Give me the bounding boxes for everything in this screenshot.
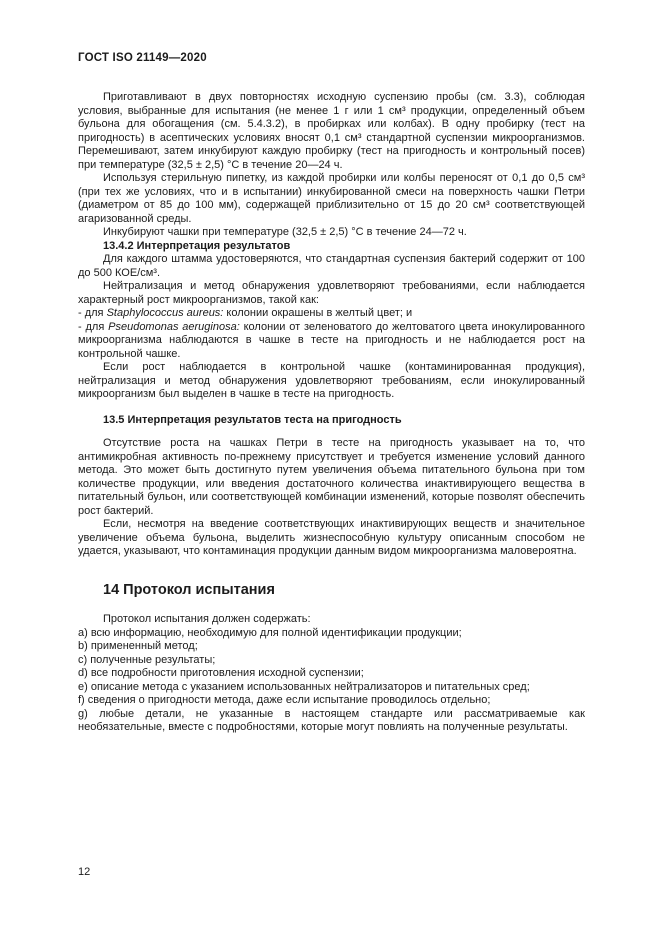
bullet-item-staphylococcus — [78, 307, 585, 321]
document-content — [78, 52, 585, 735]
species-name: Pseudomonas aeruginosa: — [108, 320, 240, 333]
paragraph-incubation: Инкубируют чашки при температуре (32,5 ± 2,5) °С в течение 24—72 ч. — [103, 226, 467, 238]
heading-14-test-report: 14 Протокол испытания — [103, 581, 275, 598]
page-number: 12 — [78, 866, 91, 878]
bullet-text: колонии от зеленоватого до желтоватого цвета инокулированного микроорганизма наблюдаются в чашке в тесте на пригодность и не наблюдается рост на контрольной чашке. — [78, 320, 585, 360]
paragraph-no-growth-interpretation: Отсутствие роста на чашках Петри в тесте на пригодность указывает на то, что антимикробная активность по-прежнему присутствует и требуется изменение условий данного метода. Это может быть достигнуто путем увеличения объема питательного бульона при том количестве продукции, или введения достаточного количества инактивирующего вещества в питательный бульон, или соответствующей комбинации изменений, которые позволят обеспечить рост бактерий. — [78, 437, 585, 517]
paragraph-pipette-transfer: Используя стерильную пипетку, из каждой пробирки или колбы переносят от 0,1 до 0,5 см³ (при тех же условиях, что и в испытании) инкубированной смеси на поверхность чашки Петри (диаметром от 85 до 100 мм), содержащей приблизительно от 15 до 20 см³ соответствующей агаризованной среды. — [78, 172, 585, 225]
report-item-a: a) всю информацию, необходимую для полной идентификации продукции; — [78, 626, 462, 639]
bullet-prefix: - для — [78, 320, 109, 333]
species-name: Staphylococcus aureus: — [106, 307, 224, 319]
heading-13-4-2: 13.4.2 Интерпретация результатов — [103, 239, 291, 252]
paragraph-contamination-unlikely: Если, несмотря на введение соответствующих инактивирующих веществ и значительное увеличение объема бульона, выделить жизнеспособную культуру описанным способом не удается, указывают, что контаминация продукции данным видом микроорганизма маловероятна. — [78, 518, 585, 557]
bullet-text: колонии окрашены в желтый цвет; и — [223, 307, 413, 319]
doc-code-header: ГОСТ ISO 21149—2020 — [78, 52, 207, 64]
report-item-b: b) примененный метод; — [78, 640, 198, 652]
bullet-item-pseudomonas — [78, 321, 585, 362]
report-item-g: g) любые детали, не указанные в настоящем стандарте или рассматриваемые как необязательные, вместе с подробностями, которые могут повлиять на полученные результаты. — [78, 707, 585, 733]
paragraph-control-plate-growth: Если рост наблюдается в контрольной чашке (контаминированная продукция), нейтрализация и метод обнаружения удовлетворяют требованиям, если инокулированный микроорганизм был выделен в чашке в тесте на пригодность. — [78, 361, 585, 400]
report-item-c: c) полученные результаты; — [78, 653, 216, 666]
paragraph-report-intro: Протокол испытания должен содержать: — [103, 613, 311, 625]
report-item-e: e) описание метода с указанием использованных нейтрализаторов и питательных сред; — [78, 680, 530, 693]
report-item-f: f) сведения о пригодности метода, даже если испытание проводилось отдельно; — [78, 694, 491, 706]
paragraph-sample-preparation: Приготавливают в двух повторностях исходную суспензию пробы (см. 3.3), соблюдая условия, выбранные для испытания (не менее 1 г или 1 см³ продукции, определенный объем бульона для обогащения (см. 5.4.3.2), в пробирках или колбах). В одну пробирку (тест на пригодность) в асептических условиях вносят 0,1 см³ стандартной суспензии микроорганизмов. Перемешивают, затем инкубируют каждую пробирку (тест на пригодность и контрольный посев) при температуре (32,5 ± 2,5) °С в течение 20—24 ч. — [78, 91, 585, 171]
paragraph-strain-verification: Для каждого штамма удостоверяются, что стандартная суспензия бактерий содержит от 100 до 500 КОЕ/см³. — [78, 253, 585, 279]
paragraph-neutralization-criteria: Нейтрализация и метод обнаружения удовлетворяют требованиями, если наблюдается характерный рост микроорганизмов, такой как: — [78, 280, 585, 306]
report-item-d: d) все подробности приготовления исходной суспензии; — [78, 667, 364, 679]
bullet-prefix: - для — [78, 307, 107, 319]
heading-13-5: 13.5 Интерпретация результатов теста на пригодность — [103, 413, 402, 426]
